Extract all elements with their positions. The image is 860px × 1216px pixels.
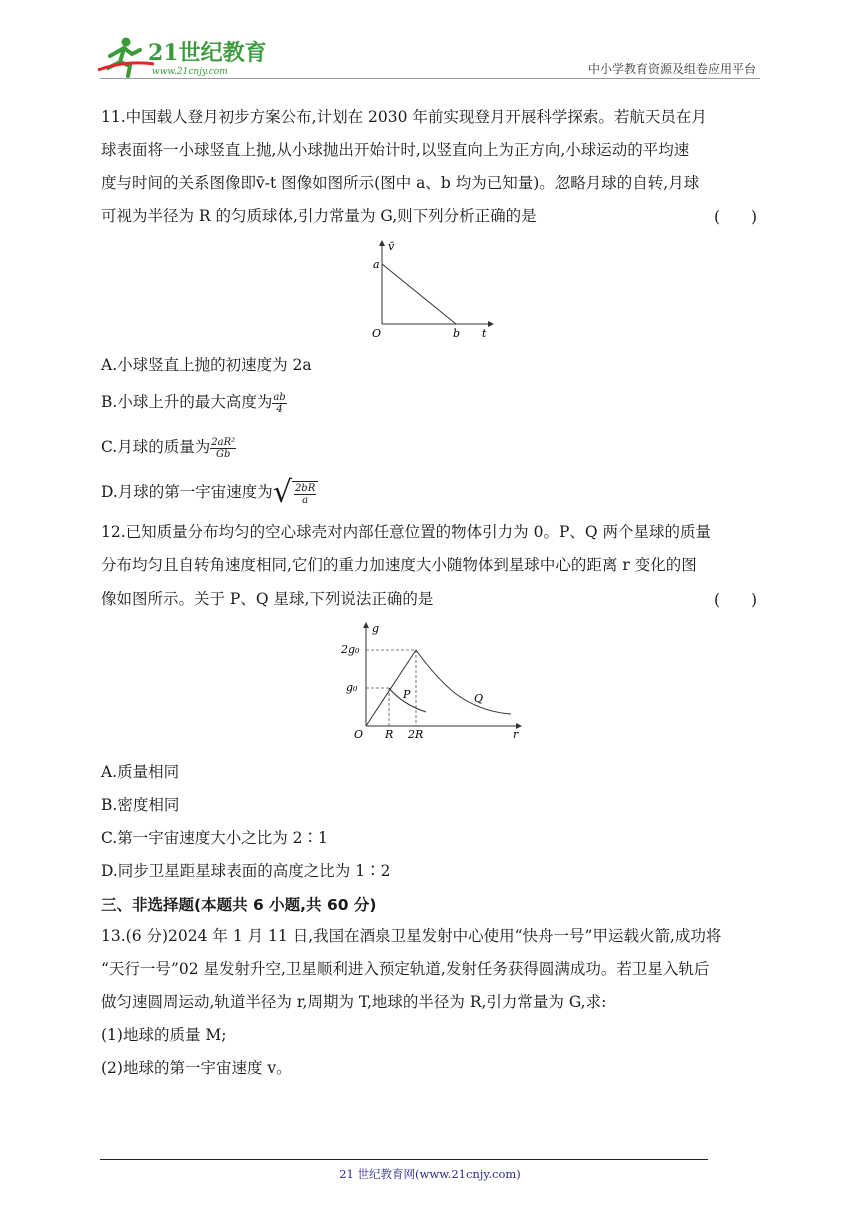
section-3-title: 三、非选择题(本题共 6 小题,共 60 分)	[101, 896, 377, 914]
q12-line-1: 12.已知质量分布均匀的空心球壳对内部任意位置的物体引力为 0。P、Q 两个星球的质量	[101, 523, 712, 541]
q12-option-d: D.同步卫星距星球表面的高度之比为 1∶2	[101, 862, 391, 880]
q12-origin-label: O	[354, 728, 364, 741]
q11-option-d-sqrt: √ $\frac{2bR}{a}$	[273, 478, 318, 508]
q11-option-d-text: D.月球的第一宇宙速度为	[101, 483, 273, 501]
footer-divider	[100, 1159, 708, 1160]
q11-line-4: 可视为半径为 R 的匀质球体,引力常量为 G,则下列分析正确的是	[101, 207, 537, 225]
q11-vt-graph	[364, 238, 494, 342]
q12-r-tick-label: R	[385, 728, 394, 741]
q12-option-b: B.密度相同	[101, 796, 180, 814]
q13-sub-1: (1)地球的质量 M;	[101, 1026, 227, 1044]
q11-option-d	[101, 475, 318, 510]
footer-text: 21 世纪教育网(www.21cnjy.com)	[339, 1167, 521, 1181]
q12-q-curve-label: Q	[474, 692, 484, 705]
q12-line-3: 像如图所示。关于 P、Q 星球,下列说法正确的是	[101, 590, 434, 608]
header-divider	[100, 78, 760, 79]
q11-x-axis-label: t	[482, 327, 487, 340]
q11-line-3: 度与时间的关系图像即v̄-t 图像如图所示(图中 a、b 均为已知量)。忽略月球的自转,月球	[101, 174, 700, 192]
runner-icon	[98, 38, 154, 77]
q12-line-2: 分布均匀且自转角速度相同,它们的重力加速度大小随物体到星球中心的距离 r 变化的图	[101, 556, 697, 574]
header-platform-text: 中小学教育资源及组卷应用平台	[587, 62, 756, 76]
q12-y-axis-label: g	[372, 622, 380, 635]
q11-option-a: A.小球竖直上抛的初速度为 2a	[101, 356, 312, 374]
q11-option-b	[101, 390, 287, 415]
q12-g0-label: g₀	[346, 681, 358, 694]
q12-2g0-label: 2g₀	[341, 643, 360, 656]
q11-option-c-fraction: $\frac{\text{2aR²}}{Gb}$	[211, 436, 236, 460]
q12-x-axis-label: r	[513, 728, 519, 741]
q12-option-c: C.第一宇宙速度大小之比为 2∶1	[101, 829, 328, 847]
q11-a-label: a	[373, 258, 380, 271]
q11-line-1: 11.中国载人登月初步方案公布,计划在 2030 年前实现登月开展科学探索。若航天员在月	[101, 108, 707, 126]
q13-line-1: 13.(6 分)2024 年 1 月 11 日,我国在酒泉卫星发射中心使用“快舟一号”甲运载火箭,成功将	[101, 927, 722, 945]
q11-line-2: 球表面将一小球竖直上抛,从小球抛出开始计时,以竖直向上为正方向,小球运动的平均速	[101, 141, 690, 159]
q12-2r-tick-label: 2R	[408, 728, 424, 741]
q11-answer-paren: ( )	[714, 208, 758, 226]
q11-option-c	[101, 435, 236, 460]
q13-line-2: “天行一号”02 星发射升空,卫星顺利进入预定轨道,发射任务获得圆满成功。若卫星入轨后	[101, 960, 710, 978]
q13-sub-2: (2)地球的第一宇宙速度 v。	[101, 1059, 292, 1077]
q11-y-axis-label: v̄	[388, 240, 395, 253]
q11-origin-label: O	[372, 327, 382, 340]
q12-option-a: A.质量相同	[101, 763, 180, 781]
q11-option-b-fraction: $\frac{ab}{4}$	[273, 391, 286, 415]
q13-line-3: 做匀速圆周运动,轨道半径为 r,周期为 T,地球的半径为 R,引力常量为 G,求:	[101, 993, 607, 1011]
q12-answer-paren: ( )	[714, 591, 758, 609]
logo-url: www.21cnjy.com	[152, 67, 228, 77]
logo-text: 21世纪教育	[148, 40, 266, 66]
q12-p-curve-label: P	[403, 688, 411, 701]
site-logo	[96, 34, 266, 78]
q11-b-label: b	[453, 327, 461, 340]
q12-g-r-graph	[336, 620, 526, 744]
q11-option-b-text: B.小球上升的最大高度为	[101, 393, 273, 411]
q11-option-c-text: C.月球的质量为	[101, 438, 211, 456]
